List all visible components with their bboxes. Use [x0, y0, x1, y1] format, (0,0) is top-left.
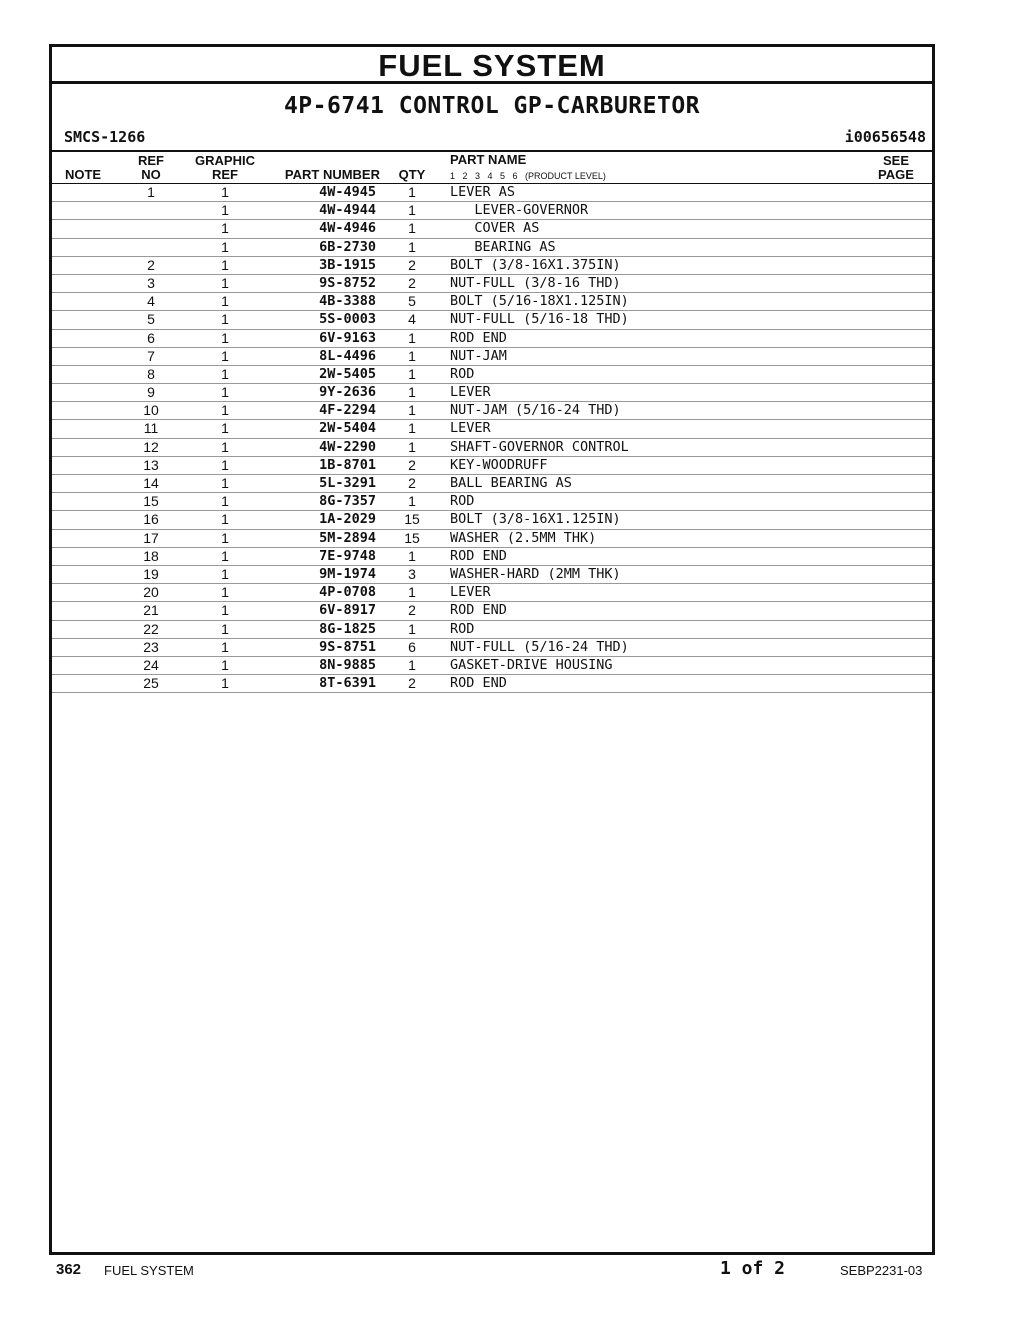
ref-no-cell: 15 — [143, 493, 159, 510]
qty-cell: 15 — [404, 529, 420, 546]
ref-no-cell: 4 — [147, 293, 155, 310]
table-row — [52, 384, 932, 402]
graphic-ref-cell: 1 — [221, 220, 229, 237]
part-name-cell: BOLT (3/8-16X1.125IN) — [450, 511, 621, 528]
qty-cell: 5 — [408, 293, 416, 310]
qty-cell: 4 — [408, 311, 416, 328]
qty-cell: 2 — [408, 274, 416, 291]
graphic-ref-cell: 1 — [221, 565, 229, 582]
table-row — [52, 257, 932, 275]
table-row — [52, 202, 932, 220]
part-number-cell: 8N-9885 — [319, 656, 376, 673]
graphic-ref-cell: 1 — [221, 529, 229, 546]
ref-no-cell: 6 — [147, 329, 155, 346]
qty-cell: 3 — [408, 565, 416, 582]
part-number-cell: 6V-8917 — [319, 602, 376, 619]
part-number-cell: 6V-9163 — [319, 329, 376, 346]
graphic-ref-cell: 1 — [221, 493, 229, 510]
table-row — [52, 511, 932, 529]
part-number-cell: 2W-5405 — [319, 365, 376, 382]
table-row — [52, 239, 932, 257]
part-number-cell: 9S-8752 — [319, 274, 376, 291]
ref-no-cell: 12 — [143, 438, 159, 455]
graphic-ref-cell: 1 — [221, 675, 229, 692]
part-number-cell: 7E-9748 — [319, 547, 376, 564]
part-name-cell: ROD END — [450, 675, 507, 692]
table-row — [52, 420, 932, 438]
table-row — [52, 439, 932, 457]
col-part-name: PART NAME — [450, 152, 527, 167]
part-number-cell: 4P-0708 — [319, 584, 376, 601]
part-number-cell: 8G-7357 — [319, 493, 376, 510]
ref-no-cell: 16 — [143, 511, 159, 528]
ref-no-cell: 9 — [147, 384, 155, 401]
qty-cell: 1 — [408, 620, 416, 637]
col-note: NOTE — [64, 167, 102, 182]
smcs-code: SMCS-1266 — [64, 128, 146, 146]
part-number-cell: 6B-2730 — [319, 238, 376, 255]
graphic-ref-cell: 1 — [221, 402, 229, 419]
part-number-cell: 9S-8751 — [319, 638, 376, 655]
table-row — [52, 548, 932, 566]
qty-cell: 1 — [408, 202, 416, 219]
part-number-cell: 5S-0003 — [319, 311, 376, 328]
graphic-ref-cell: 1 — [221, 256, 229, 273]
part-name-cell: ROD END — [450, 547, 507, 564]
table-row — [52, 566, 932, 584]
col-graphic-ref-top: GRAPHIC — [195, 153, 255, 168]
ref-no-cell: 3 — [147, 274, 155, 291]
part-name-cell: ROD END — [450, 602, 507, 619]
table-row — [52, 584, 932, 602]
table-row — [52, 675, 932, 693]
ref-no-cell: 19 — [143, 565, 159, 582]
table-row — [52, 602, 932, 620]
graphic-ref-cell: 1 — [221, 511, 229, 528]
part-name-cell: NUT-JAM (5/16-24 THD) — [450, 402, 621, 419]
part-name-cell: KEY-WOODRUFF — [450, 456, 548, 473]
graphic-ref-cell: 1 — [221, 547, 229, 564]
part-number-cell: 4F-2294 — [319, 402, 376, 419]
ref-no-cell: 18 — [143, 547, 159, 564]
part-number-cell: 8G-1825 — [319, 620, 376, 637]
part-number-cell: 5L-3291 — [319, 475, 376, 491]
table-row — [52, 220, 932, 238]
graphic-ref-cell: 1 — [221, 293, 229, 310]
table-row — [52, 348, 932, 366]
part-number-cell: 4W-4946 — [319, 220, 376, 237]
graphic-ref-cell: 1 — [221, 656, 229, 673]
part-name-cell: LEVER AS — [450, 184, 516, 200]
table-row — [52, 639, 932, 657]
table-row — [52, 530, 932, 548]
col-graphic-ref-bottom: REF — [212, 167, 238, 182]
graphic-ref-cell: 1 — [221, 420, 229, 437]
graphic-ref-cell: 1 — [221, 202, 229, 219]
qty-cell: 2 — [408, 475, 416, 491]
part-name-cell: LEVER — [450, 584, 491, 601]
part-name-cell: ROD END — [450, 329, 507, 346]
part-name-cell: GASKET-DRIVE HOUSING — [450, 656, 613, 673]
ref-no-cell: 7 — [147, 347, 155, 364]
col-qty: QTY — [398, 167, 426, 182]
qty-cell: 1 — [408, 656, 416, 673]
graphic-ref-cell: 1 — [221, 620, 229, 637]
graphic-ref-cell: 1 — [221, 347, 229, 364]
part-number-cell: 8T-6391 — [319, 675, 376, 692]
part-number-cell: 4B-3388 — [319, 293, 376, 310]
qty-cell: 2 — [408, 456, 416, 473]
ref-no-cell: 17 — [143, 529, 159, 546]
part-number-cell: 9M-1974 — [319, 565, 376, 582]
part-number-cell: 3B-1915 — [319, 256, 376, 273]
part-name-cell: ROD — [450, 620, 475, 637]
table-row — [52, 621, 932, 639]
graphic-ref-cell: 1 — [221, 329, 229, 346]
graphic-ref-cell: 1 — [221, 602, 229, 619]
qty-cell: 1 — [408, 220, 416, 237]
part-name-cell: COVER AS — [450, 220, 540, 237]
footer-page-number: 362 — [56, 1261, 82, 1278]
graphic-ref-cell: 1 — [221, 184, 229, 200]
graphic-ref-cell: 1 — [221, 238, 229, 255]
qty-cell: 1 — [408, 365, 416, 382]
table-row — [52, 275, 932, 293]
ref-no-cell: 14 — [143, 475, 159, 491]
table-row — [52, 366, 932, 384]
part-number-cell: 8L-4496 — [319, 347, 376, 364]
table-row — [52, 475, 932, 493]
col-see-page-bottom: PAGE — [878, 167, 914, 182]
graphic-ref-cell: 1 — [221, 365, 229, 382]
ref-no-cell: 21 — [143, 602, 159, 619]
part-name-cell: BOLT (3/8-16X1.375IN) — [450, 256, 621, 273]
qty-cell: 1 — [408, 493, 416, 510]
parts-page-frame — [49, 44, 935, 1255]
col-ref-no-bottom: NO — [141, 167, 161, 182]
graphic-ref-cell: 1 — [221, 438, 229, 455]
col-see-page-top: SEE — [882, 153, 909, 168]
table-row — [52, 657, 932, 675]
part-name-cell: BOLT (5/16-18X1.125IN) — [450, 293, 629, 310]
graphic-ref-cell: 1 — [221, 584, 229, 601]
part-name-cell: WASHER (2.5MM THK) — [450, 529, 597, 546]
ref-no-cell: 20 — [143, 584, 159, 601]
footer-sheet: 1 of 2 — [720, 1258, 786, 1279]
ref-no-cell: 22 — [143, 620, 159, 637]
qty-cell: 1 — [408, 184, 416, 200]
group-title: 4P-6741 CONTROL GP-CARBURETOR — [283, 93, 701, 119]
graphic-ref-cell: 1 — [221, 456, 229, 473]
table-row — [52, 330, 932, 348]
ref-no-cell: 5 — [147, 311, 155, 328]
product-levels: 1 2 3 4 5 6 (PRODUCT LEVEL) — [450, 171, 606, 181]
illustration-id: i00656548 — [844, 128, 926, 146]
graphic-ref-cell: 1 — [221, 274, 229, 291]
col-part-number: PART NUMBER — [284, 167, 380, 182]
qty-cell: 1 — [408, 402, 416, 419]
part-name-cell: NUT-FULL (5/16-24 THD) — [450, 638, 629, 655]
graphic-ref-cell: 1 — [221, 311, 229, 328]
qty-cell: 15 — [404, 511, 420, 528]
table-row — [52, 493, 932, 511]
qty-cell: 2 — [408, 602, 416, 619]
part-name-cell: NUT-FULL (3/8-16 THD) — [450, 274, 621, 291]
qty-cell: 1 — [408, 384, 416, 401]
qty-cell: 1 — [408, 347, 416, 364]
table-row — [52, 402, 932, 420]
qty-cell: 1 — [408, 420, 416, 437]
part-number-cell: 5M-2894 — [319, 529, 376, 546]
part-number-cell: 1B-8701 — [319, 456, 376, 473]
part-name-cell: ROD — [450, 365, 475, 382]
part-name-cell: LEVER — [450, 420, 491, 437]
table-row — [52, 457, 932, 475]
part-name-cell: NUT-FULL (5/16-18 THD) — [450, 311, 629, 328]
part-number-cell: 4W-4944 — [319, 202, 376, 219]
part-number-cell: 4W-2290 — [319, 438, 376, 455]
ref-no-cell: 10 — [143, 402, 159, 419]
graphic-ref-cell: 1 — [221, 384, 229, 401]
section-title: FUEL SYSTEM — [52, 47, 932, 84]
ref-no-cell: 8 — [147, 365, 155, 382]
part-name-cell: BEARING AS — [450, 238, 556, 255]
part-number-cell: 1A-2029 — [319, 511, 376, 528]
part-name-cell: ROD — [450, 493, 475, 510]
ref-no-cell: 11 — [143, 420, 159, 437]
ref-no-cell: 23 — [143, 638, 159, 655]
part-name-cell: SHAFT-GOVERNOR CONTROL — [450, 438, 629, 455]
qty-cell: 6 — [408, 638, 416, 655]
ref-no-cell: 13 — [143, 456, 159, 473]
col-ref-no-top: REF — [138, 153, 164, 168]
ref-no-cell: 2 — [147, 256, 155, 273]
qty-cell: 2 — [408, 675, 416, 692]
part-name-cell: BALL BEARING AS — [450, 475, 572, 491]
part-name-cell: WASHER-HARD (2MM THK) — [450, 565, 621, 582]
footer-document-number: SEBP2231-03 — [840, 1263, 923, 1278]
part-number-cell: 9Y-2636 — [319, 384, 376, 401]
part-name-cell: LEVER-GOVERNOR — [450, 202, 589, 219]
qty-cell: 1 — [408, 438, 416, 455]
footer-section: FUEL SYSTEM — [104, 1263, 194, 1278]
table-row — [52, 293, 932, 311]
graphic-ref-cell: 1 — [221, 475, 229, 491]
part-name-cell: NUT-JAM — [450, 347, 507, 364]
qty-cell: 1 — [408, 238, 416, 255]
part-number-cell: 2W-5404 — [319, 420, 376, 437]
qty-cell: 2 — [408, 256, 416, 273]
part-name-cell: LEVER — [450, 384, 491, 401]
qty-cell: 1 — [408, 329, 416, 346]
part-number-cell: 4W-4945 — [319, 184, 376, 200]
ref-no-cell: 1 — [147, 184, 155, 200]
ref-no-cell: 24 — [143, 656, 159, 673]
parts-table — [52, 184, 932, 693]
table-row — [52, 311, 932, 329]
table-row — [52, 184, 932, 202]
graphic-ref-cell: 1 — [221, 638, 229, 655]
ref-no-cell: 25 — [143, 675, 159, 692]
qty-cell: 1 — [408, 584, 416, 601]
qty-cell: 1 — [408, 547, 416, 564]
